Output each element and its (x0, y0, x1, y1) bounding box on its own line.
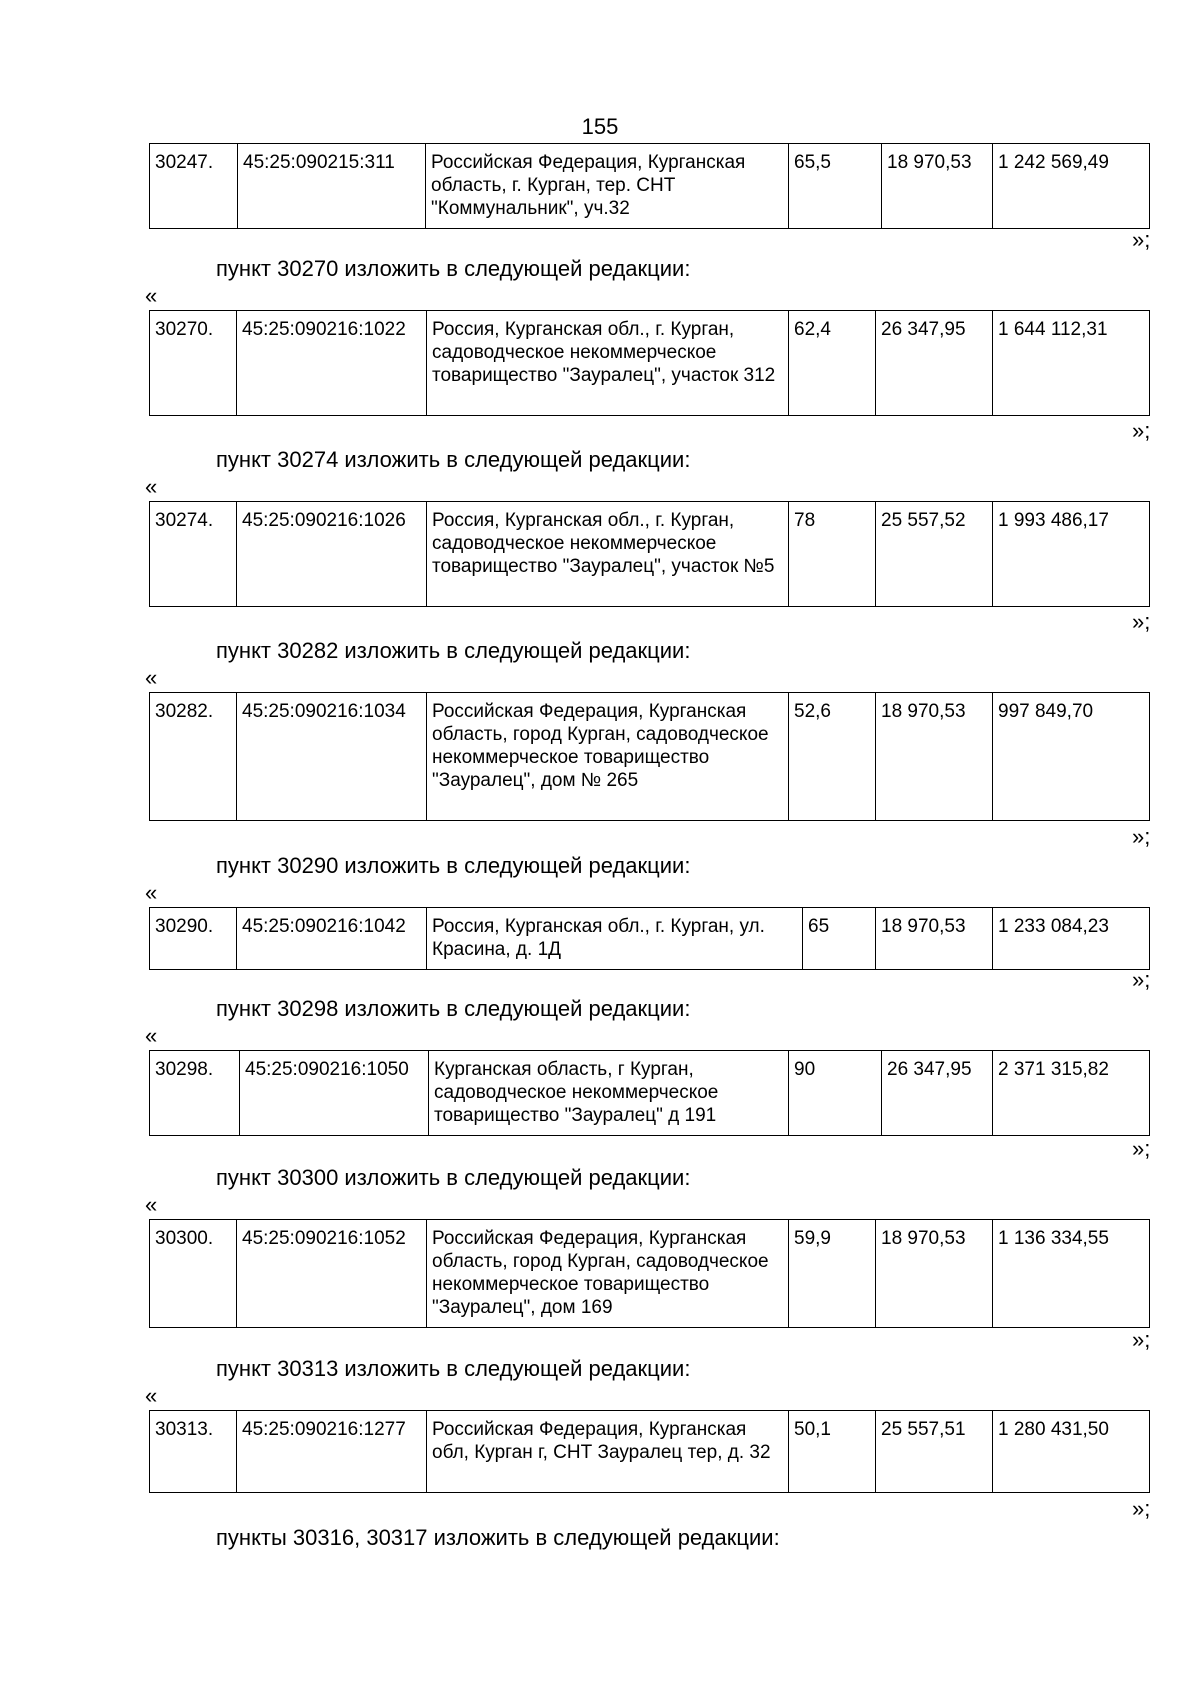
entry-number: 30270. (150, 311, 237, 416)
section-heading: пункт 30290 изложить в следующей редакции: (216, 853, 691, 878)
opening-quote: « (145, 474, 158, 499)
entry-number: 30298. (150, 1051, 240, 1136)
section-heading: пункт 30274 изложить в следующей редакции: (216, 447, 691, 472)
opening-quote: « (145, 1383, 158, 1408)
entry-number: 30274. (150, 502, 237, 607)
area: 78 (789, 502, 876, 607)
cadastral-value: 997 849,70 (993, 693, 1150, 821)
closing-quote: »; (1132, 609, 1151, 634)
opening-quote: « (145, 1192, 158, 1217)
address: Россия, Курганская обл., г. Курган, садоводческое некоммерческое товарищество "Зауралец", участок 312 (427, 311, 789, 416)
rate: 18 970,53 (876, 693, 993, 821)
table-row (150, 908, 1150, 970)
area: 62,4 (789, 311, 876, 416)
entry-number: 30313. (150, 1411, 237, 1493)
area: 65,5 (789, 144, 882, 229)
cadastral-number: 45:25:090216:1026 (237, 502, 427, 607)
opening-quote: « (145, 1023, 158, 1048)
rate: 26 347,95 (876, 311, 993, 416)
cadastral-value: 2 371 315,82 (993, 1051, 1150, 1136)
entry-table (149, 501, 1150, 607)
closing-quote: »; (1132, 418, 1151, 443)
area: 65 (803, 908, 876, 970)
cadastral-value: 1 136 334,55 (993, 1220, 1150, 1328)
entry-table (149, 1410, 1150, 1493)
closing-quote: »; (1132, 1327, 1151, 1352)
entry-table (149, 310, 1150, 416)
address: Россия, Курганская обл., г. Курган, ул. Красина, д. 1Д (427, 908, 803, 970)
rate: 18 970,53 (882, 144, 993, 229)
table-row (150, 1220, 1150, 1328)
section-heading: пункты 30316, 30317 изложить в следующей редакции: (216, 1525, 780, 1550)
table-row (150, 693, 1150, 821)
rate: 18 970,53 (876, 1220, 993, 1328)
opening-quote: « (145, 665, 158, 690)
section-heading: пункт 30270 изложить в следующей редакции: (216, 256, 691, 281)
page-number: 155 (581, 114, 619, 139)
entry-table (149, 1050, 1150, 1136)
rate: 25 557,51 (876, 1411, 993, 1493)
address: Российская Федерация, Курганская область, город Курган, садоводческое некоммерческое товарищество "Зауралец", дом 169 (427, 1220, 789, 1328)
entry-number: 30282. (150, 693, 237, 821)
closing-quote: »; (1132, 1496, 1151, 1521)
entry-number: 30290. (150, 908, 237, 970)
section-heading: пункт 30313 изложить в следующей редакции: (216, 1356, 691, 1381)
closing-quote: »; (1132, 1136, 1151, 1161)
table-row (150, 311, 1150, 416)
cadastral-number: 45:25:090216:1050 (240, 1051, 429, 1136)
cadastral-number: 45:25:090216:1034 (237, 693, 427, 821)
cadastral-value: 1 644 112,31 (993, 311, 1150, 416)
address: Курганская область, г Курган, садоводческое некоммерческое товарищество "Зауралец" д 191 (429, 1051, 789, 1136)
cadastral-number: 45:25:090216:1022 (237, 311, 427, 416)
entry-table (149, 143, 1150, 229)
table-row (150, 144, 1150, 229)
address: Российская Федерация, Курганская область, город Курган, садоводческое некоммерческое товарищество "Зауралец", дом № 265 (427, 693, 789, 821)
entry-number: 30247. (150, 144, 238, 229)
entry-number: 30300. (150, 1220, 237, 1328)
cadastral-value: 1 242 569,49 (993, 144, 1150, 229)
closing-quote: »; (1132, 824, 1151, 849)
area: 52,6 (789, 693, 876, 821)
area: 59,9 (789, 1220, 876, 1328)
address: Россия, Курганская обл., г. Курган, садоводческое некоммерческое товарищество "Зауралец", участок №5 (427, 502, 789, 607)
address: Российская Федерация, Курганская область, г. Курган, тер. СНТ "Коммунальник", уч.32 (426, 144, 789, 229)
rate: 26 347,95 (882, 1051, 993, 1136)
table-row (150, 502, 1150, 607)
entry-table (149, 907, 1150, 970)
cadastral-value: 1 280 431,50 (993, 1411, 1150, 1493)
opening-quote: « (145, 283, 158, 308)
section-heading: пункт 30300 изложить в следующей редакции: (216, 1165, 691, 1190)
cadastral-number: 45:25:090215:311 (238, 144, 426, 229)
cadastral-value: 1 993 486,17 (993, 502, 1150, 607)
section-heading: пункт 30298 изложить в следующей редакции: (216, 996, 691, 1021)
section-heading: пункт 30282 изложить в следующей редакции: (216, 638, 691, 663)
entry-table (149, 1219, 1150, 1328)
rate: 25 557,52 (876, 502, 993, 607)
opening-quote: « (145, 880, 158, 905)
closing-quote: »; (1132, 967, 1151, 992)
cadastral-number: 45:25:090216:1277 (237, 1411, 427, 1493)
entry-table (149, 692, 1150, 821)
table-row (150, 1051, 1150, 1136)
area: 50,1 (789, 1411, 876, 1493)
address: Российская Федерация, Курганская обл, Курган г, СНТ Зауралец тер, д. 32 (427, 1411, 789, 1493)
cadastral-value: 1 233 084,23 (993, 908, 1150, 970)
area: 90 (789, 1051, 882, 1136)
rate: 18 970,53 (876, 908, 993, 970)
cadastral-number: 45:25:090216:1042 (237, 908, 427, 970)
closing-quote: »; (1132, 227, 1151, 252)
cadastral-number: 45:25:090216:1052 (237, 1220, 427, 1328)
table-row (150, 1411, 1150, 1493)
